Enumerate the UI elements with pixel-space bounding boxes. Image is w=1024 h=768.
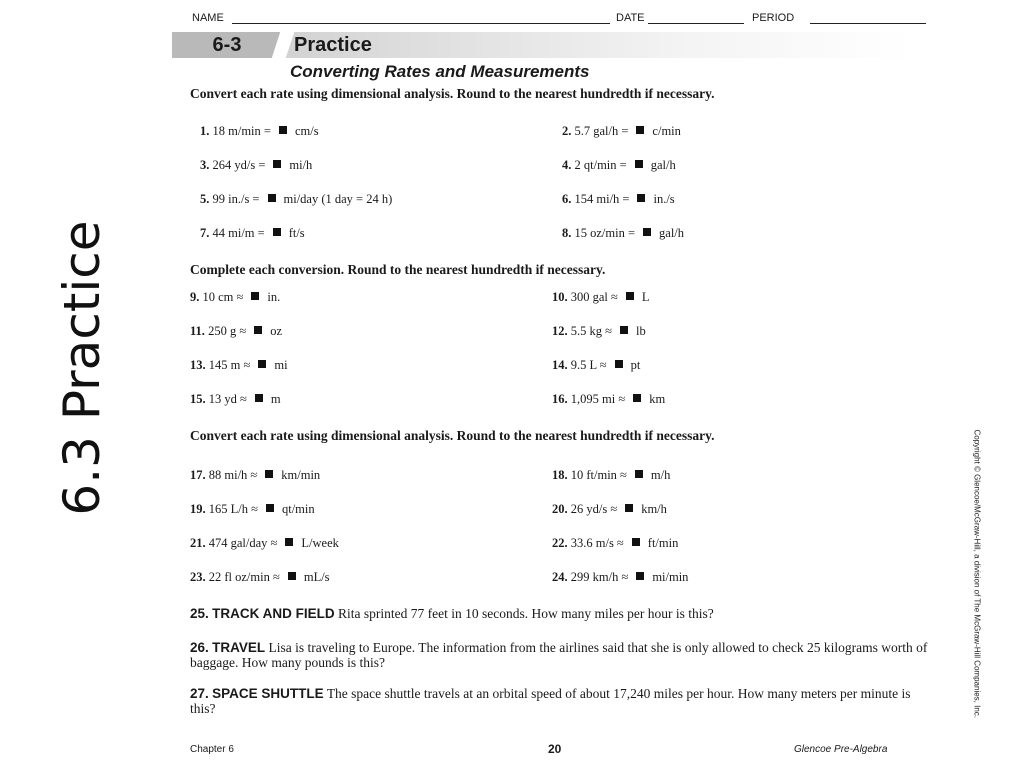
problem-target-unit: cm/s bbox=[294, 124, 319, 138]
lesson-number: 6-3 bbox=[172, 32, 282, 58]
problem-target-unit: gal/h bbox=[659, 226, 685, 240]
answer-blank-icon bbox=[635, 470, 643, 478]
problem-target-unit: mi/h bbox=[289, 158, 313, 172]
footer-chapter: Chapter 6 bbox=[190, 744, 234, 755]
problem-text: Rita sprinted 77 feet in 10 seconds. How many miles per hour is this? bbox=[338, 606, 714, 621]
problem-number: 23. bbox=[190, 570, 206, 584]
answer-blank-icon bbox=[266, 504, 274, 512]
date-field-line bbox=[648, 23, 744, 24]
problem-12 bbox=[552, 324, 646, 339]
problem-13 bbox=[190, 358, 288, 373]
problem-number: 17. bbox=[190, 468, 206, 482]
problem-given: 250 g ≈ bbox=[208, 324, 247, 338]
problem-6 bbox=[562, 192, 675, 207]
problem-target-unit: gal/h bbox=[650, 158, 676, 172]
problem-given: 299 km/h ≈ bbox=[570, 570, 629, 584]
problem-target-unit: L bbox=[641, 290, 650, 304]
name-label: NAME bbox=[192, 12, 224, 24]
footer-book-title: Glencoe Pre-Algebra bbox=[794, 744, 888, 755]
problem-given: 9.5 L ≈ bbox=[570, 358, 607, 372]
answer-blank-icon bbox=[255, 394, 263, 402]
problem-given: 154 mi/h = bbox=[574, 192, 630, 206]
problem-target-unit: km bbox=[649, 392, 666, 406]
problem-number: 2. bbox=[562, 124, 572, 138]
problem-number: 14. bbox=[552, 358, 568, 372]
problem-given: 474 gal/day ≈ bbox=[208, 536, 278, 550]
problem-given: 5.7 gal/h = bbox=[574, 124, 629, 138]
date-label: DATE bbox=[616, 12, 645, 24]
problem-23 bbox=[190, 570, 330, 585]
problem-target-unit: m bbox=[270, 392, 281, 406]
problem-given: 10 cm ≈ bbox=[202, 290, 244, 304]
problem-10 bbox=[552, 290, 650, 305]
problem-target-unit: pt bbox=[630, 358, 641, 372]
section-2-instruction: Complete each conversion. Round to the nearest hundredth if necessary. bbox=[190, 262, 606, 277]
problem-target-unit: ft/min bbox=[647, 536, 679, 550]
problem-heading: TRACK AND FIELD bbox=[212, 606, 335, 621]
problem-number: 1. bbox=[200, 124, 210, 138]
problem-target-unit: oz bbox=[270, 324, 282, 338]
problem-given: 2 qt/min = bbox=[574, 158, 627, 172]
problem-22 bbox=[552, 536, 678, 551]
problem-1 bbox=[200, 124, 319, 139]
problem-7 bbox=[200, 226, 305, 241]
problem-heading: SPACE SHUTTLE bbox=[212, 686, 324, 701]
problem-number: 9. bbox=[190, 290, 200, 304]
problem-number: 18. bbox=[552, 468, 568, 482]
problem-given: 10 ft/min ≈ bbox=[570, 468, 627, 482]
problem-given: 33.6 m/s ≈ bbox=[570, 536, 624, 550]
period-field-line bbox=[810, 23, 926, 24]
problem-target-unit: L/week bbox=[301, 536, 339, 550]
answer-blank-icon bbox=[251, 292, 259, 300]
problem-target-unit: m/h bbox=[650, 468, 671, 482]
problem-4 bbox=[562, 158, 676, 173]
problem-given: 13 yd ≈ bbox=[208, 392, 247, 406]
problem-given: 1,095 mi ≈ bbox=[570, 392, 626, 406]
problem-text: Lisa is traveling to Europe. The information from the airlines said that she is only allowed to check 25 kilograms worth of baggage. How many pounds is this? bbox=[190, 640, 928, 670]
problem-24 bbox=[552, 570, 688, 585]
word-problem-26 bbox=[190, 640, 930, 670]
problem-5 bbox=[200, 192, 392, 207]
answer-blank-icon bbox=[279, 126, 287, 134]
problem-target-unit: ft/s bbox=[288, 226, 305, 240]
problem-target-unit: mi bbox=[274, 358, 288, 372]
answer-blank-icon bbox=[288, 572, 296, 580]
answer-blank-icon bbox=[633, 394, 641, 402]
copyright-notice: Copyright © Glencoe/McGraw-Hill, a division of The McGraw-Hill Companies, Inc. bbox=[972, 429, 982, 719]
problem-given: 26 yd/s ≈ bbox=[570, 502, 618, 516]
answer-blank-icon bbox=[258, 360, 266, 368]
answer-blank-icon bbox=[273, 160, 281, 168]
worksheet-header bbox=[192, 10, 927, 28]
answer-blank-icon bbox=[636, 126, 644, 134]
answer-blank-icon bbox=[273, 228, 281, 236]
problem-given: 88 mi/h ≈ bbox=[208, 468, 258, 482]
problem-heading: TRAVEL bbox=[212, 640, 266, 655]
problem-target-unit: c/min bbox=[652, 124, 681, 138]
problem-target-unit: lb bbox=[636, 324, 646, 338]
answer-blank-icon bbox=[620, 326, 628, 334]
answer-blank-icon bbox=[632, 538, 640, 546]
problem-number: 22. bbox=[552, 536, 568, 550]
problem-16 bbox=[552, 392, 665, 407]
section-3-instruction: Convert each rate using dimensional analysis. Round to the nearest hundredth if necessary. bbox=[190, 428, 715, 443]
answer-blank-icon bbox=[615, 360, 623, 368]
problem-number: 26. bbox=[190, 640, 209, 655]
problem-text: The space shuttle travels at an orbital speed of about 17,240 miles per hour. How many meters per minute is this? bbox=[190, 686, 911, 716]
word-problem-27 bbox=[190, 686, 930, 716]
problem-given: 18 m/min = bbox=[212, 124, 271, 138]
banner-title: Practice bbox=[294, 34, 372, 56]
problem-number: 25. bbox=[190, 606, 209, 621]
problem-11 bbox=[190, 324, 282, 339]
problem-target-unit: km/min bbox=[281, 468, 321, 482]
lesson-banner bbox=[172, 32, 912, 58]
problem-number: 24. bbox=[552, 570, 568, 584]
problem-target-unit: mi/day (1 day = 24 h) bbox=[283, 192, 393, 206]
problem-8 bbox=[562, 226, 684, 241]
answer-blank-icon bbox=[625, 504, 633, 512]
problem-19 bbox=[190, 502, 315, 517]
problem-number: 10. bbox=[552, 290, 568, 304]
problem-given: 44 mi/m = bbox=[212, 226, 265, 240]
problem-number: 12. bbox=[552, 324, 568, 338]
problem-number: 8. bbox=[562, 226, 572, 240]
problem-target-unit: in./s bbox=[653, 192, 675, 206]
worksheet-page bbox=[172, 8, 932, 764]
problem-number: 21. bbox=[190, 536, 206, 550]
word-problem-25 bbox=[190, 606, 930, 621]
answer-blank-icon bbox=[635, 160, 643, 168]
problem-given: 165 L/h ≈ bbox=[208, 502, 258, 516]
problem-15 bbox=[190, 392, 281, 407]
answer-blank-icon bbox=[265, 470, 273, 478]
footer-page-number: 20 bbox=[548, 742, 562, 756]
problem-2 bbox=[562, 124, 681, 139]
problem-given: 264 yd/s = bbox=[212, 158, 266, 172]
problem-number: 7. bbox=[200, 226, 210, 240]
problem-number: 16. bbox=[552, 392, 568, 406]
problem-number: 19. bbox=[190, 502, 206, 516]
problem-given: 5.5 kg ≈ bbox=[570, 324, 612, 338]
problem-given: 99 in./s = bbox=[212, 192, 260, 206]
problem-9 bbox=[190, 290, 280, 305]
period-label: PERIOD bbox=[752, 12, 795, 24]
problem-21 bbox=[190, 536, 339, 551]
problem-given: 22 fl oz/min ≈ bbox=[208, 570, 280, 584]
slide-title: 6.3 Practice bbox=[53, 220, 111, 516]
answer-blank-icon bbox=[643, 228, 651, 236]
problem-17 bbox=[190, 468, 320, 483]
problem-number: 11. bbox=[190, 324, 205, 338]
problem-number: 20. bbox=[552, 502, 568, 516]
problem-number: 27. bbox=[190, 686, 209, 701]
answer-blank-icon bbox=[636, 572, 644, 580]
problem-number: 3. bbox=[200, 158, 210, 172]
name-field-line bbox=[232, 23, 610, 24]
problem-number: 15. bbox=[190, 392, 206, 406]
worksheet-subtitle: Converting Rates and Measurements bbox=[290, 62, 590, 81]
problem-target-unit: qt/min bbox=[281, 502, 315, 516]
problem-3 bbox=[200, 158, 312, 173]
problem-14 bbox=[552, 358, 640, 373]
section-1-instruction: Convert each rate using dimensional analysis. Round to the nearest hundredth if necessary. bbox=[190, 86, 715, 101]
problem-20 bbox=[552, 502, 667, 517]
problem-target-unit: mL/s bbox=[303, 570, 330, 584]
problem-target-unit: km/h bbox=[641, 502, 667, 516]
problem-number: 6. bbox=[562, 192, 572, 206]
answer-blank-icon bbox=[626, 292, 634, 300]
problem-number: 5. bbox=[200, 192, 210, 206]
problem-given: 300 gal ≈ bbox=[570, 290, 618, 304]
problem-18 bbox=[552, 468, 670, 483]
problem-given: 145 m ≈ bbox=[208, 358, 251, 372]
answer-blank-icon bbox=[254, 326, 262, 334]
answer-blank-icon bbox=[637, 194, 645, 202]
answer-blank-icon bbox=[285, 538, 293, 546]
problem-target-unit: mi/min bbox=[652, 570, 689, 584]
problem-number: 4. bbox=[562, 158, 572, 172]
problem-number: 13. bbox=[190, 358, 206, 372]
problem-given: 15 oz/min = bbox=[574, 226, 636, 240]
answer-blank-icon bbox=[268, 194, 276, 202]
problem-target-unit: in. bbox=[267, 290, 281, 304]
